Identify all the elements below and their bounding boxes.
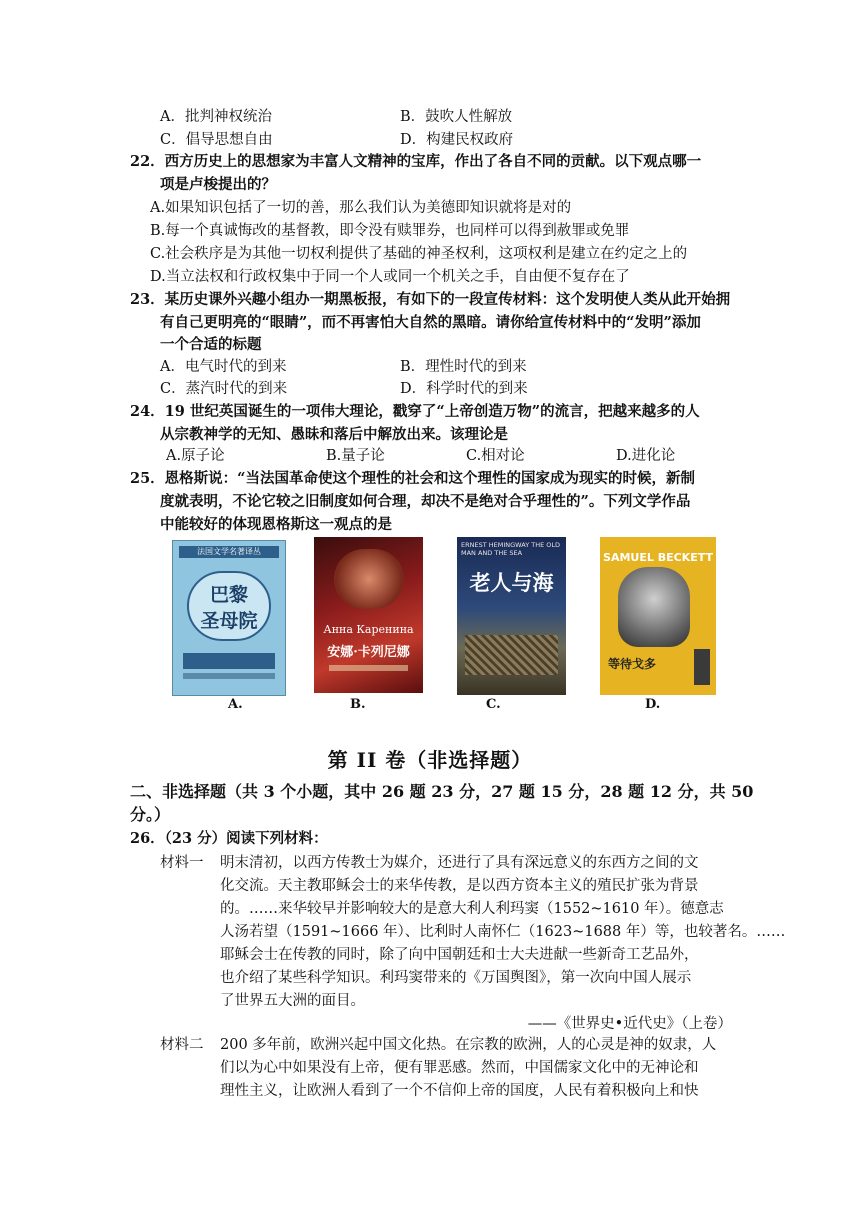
q22-stem-line1: 22．西方历史上的思想家为丰富人文精神的宝库，作出了各自不同的贡献。以下观点哪一 xyxy=(130,153,702,170)
book-b-author-bar xyxy=(329,665,408,671)
q22-stem-line2: 项是卢梭提出的？ xyxy=(160,176,276,193)
book-a-series-band: 法国文学名著译丛 xyxy=(179,546,279,558)
material-1-line: 也介绍了某些科学知识。利玛窦带来的《万国舆图》，第一次向中国人展示 xyxy=(220,970,692,986)
book-caption-a: A. xyxy=(228,697,243,712)
q22-option-a: A.如果知识包括了一切的善，那么我们认为美德即知识就将是对的 xyxy=(150,200,572,216)
q24-option-b: B.量子论 xyxy=(326,448,385,464)
q22-option-b: B.每一个真诚悔改的基督教，即令没有赎罪券，也同样可以得到赦罪或免罪 xyxy=(150,223,630,239)
book-cover-b xyxy=(314,537,423,693)
book-caption-d: D. xyxy=(645,697,661,712)
material-1-line: 化交流。天主教耶稣会士的来华传教，是以西方资本主义的殖民扩张为背景 xyxy=(220,878,699,894)
q21-option-c: C．倡导思想自由 xyxy=(160,132,273,148)
q24-stem-line1: 24．19 世纪英国诞生的一项伟大理论，戳穿了“上帝创造万物”的流言，把越来越多的人 xyxy=(130,403,700,420)
q23-option-d: D．科学时代的到来 xyxy=(400,381,528,397)
book-c-english-title: ERNEST HEMINGWAY THE OLD MAN AND THE SEA xyxy=(461,541,560,557)
material-2-line: 200 多年前，欧洲兴起中国文化热。在宗教的欧洲，人的心灵是神的奴隶，人 xyxy=(220,1037,717,1053)
q25-stem-line2: 度就表明，不论它较之旧制度如何合理，却决不是绝对合乎理性的”。下列文学作品 xyxy=(160,493,691,510)
material-2-label: 材料二 xyxy=(160,1037,204,1053)
book-d-title: 等待戈多 xyxy=(608,657,657,671)
q25-stem-line3: 中能较好的体现恩格斯这一观点的是 xyxy=(160,516,392,533)
book-cover-a xyxy=(172,540,286,696)
material-1-source: ——《世界史•近代史》（上卷） xyxy=(527,1016,732,1032)
material-1-line: 了世界五大洲的面目。 xyxy=(220,993,365,1009)
q23-option-a: A．电气时代的到来 xyxy=(160,359,287,375)
material-1-line: 人汤若望（1591~1666 年）、比利时人南怀仁（1623~1688 年）等，也较著名。…… xyxy=(220,924,786,940)
material-1-line: 耶稣会士在传教的同时，除了向中国朝廷和士大夫进献一些新奇工艺品外， xyxy=(220,947,699,963)
q23-option-c: C．蒸汽时代的到来 xyxy=(160,381,288,397)
book-caption-c: C. xyxy=(486,697,501,712)
q22-option-c: C.社会秩序是为其他一切权利提供了基础的神圣权利，这项权利是建立在约定之上的 xyxy=(150,246,688,262)
section-heading-line1: 二、非选择题（共 3 个小题，其中 26 题 23 分，27 题 15 分，28 题 12 分，共 50 xyxy=(130,782,754,801)
q21-option-d: D．构建民权政府 xyxy=(400,132,514,148)
q24-option-a: A.原子论 xyxy=(166,448,225,464)
book-a-decor-band2 xyxy=(183,673,275,679)
q23-stem-line1: 23．某历史课外兴趣小组办一期黑板报，有如下的一段宣传材料：这个发明使人类从此开始拥 xyxy=(130,291,731,308)
material-1-label: 材料一 xyxy=(160,855,204,871)
q21-option-a: A．批判神权统治 xyxy=(160,109,272,125)
book-b-russian-title: Анна Каренина xyxy=(323,623,414,636)
q23-stem-line3: 一个合适的标题 xyxy=(160,336,262,353)
book-caption-b: B. xyxy=(350,697,366,712)
q24-stem-line2: 从宗教神学的无知、愚昧和落后中解放出来。该理论是 xyxy=(160,426,508,443)
material-1-line: 明末清初，以西方传教士为媒介，还进行了具有深远意义的东西方之间的文 xyxy=(220,855,699,871)
book-b-portrait xyxy=(334,549,404,609)
book-c-title: 老人与海 xyxy=(469,571,554,595)
material-2-line: 理性主义，让欧洲人看到了一个不信仰上帝的国度，人民有着积极向上和快 xyxy=(220,1083,699,1099)
book-cover-c xyxy=(457,537,566,695)
book-d-author: SAMUEL BECKETT xyxy=(603,551,713,564)
q21-option-b: B．鼓吹人性解放 xyxy=(400,109,513,125)
book-cover-d xyxy=(600,537,716,695)
q26-stem: 26．（23 分）阅读下列材料： xyxy=(130,830,328,847)
book-a-title: 巴黎 圣母院 xyxy=(187,571,271,641)
book-d-portrait xyxy=(618,567,690,647)
q24-option-c: C.相对论 xyxy=(466,448,525,464)
material-2-line: 们以为心中如果没有上帝，便有罪恶感。然而，中国儒家文化中的无神论和 xyxy=(220,1060,699,1076)
section-title: 第 II 卷（非选择题） xyxy=(327,748,533,772)
book-d-number-block xyxy=(694,649,710,685)
q25-stem-line1: 25．恩格斯说：“当法国革命使这个理性的社会和这个理性的国家成为现实的时候，新制 xyxy=(130,470,696,487)
book-a-decor-band xyxy=(183,653,275,669)
book-b-title: 安娜·卡列尼娜 xyxy=(327,645,410,660)
material-1-line: 的。……来华较早并影响较大的是意大利人利玛窦（1552~1610 年）。德意志 xyxy=(220,901,724,917)
q24-option-d: D.进化论 xyxy=(616,448,676,464)
book-c-village-illustration xyxy=(465,635,558,675)
q22-option-d: D.当立法权和行政权集中于同一个人或同一个机关之手，自由便不复存在了 xyxy=(150,269,630,285)
q23-stem-line2: 有自己更明亮的“眼睛”，而不再害怕大自然的黑暗。请你给宣传材料中的“发明”添加 xyxy=(160,314,701,331)
q23-option-b: B．理性时代的到来 xyxy=(400,359,527,375)
section-heading-line2: 分。） xyxy=(130,805,171,824)
